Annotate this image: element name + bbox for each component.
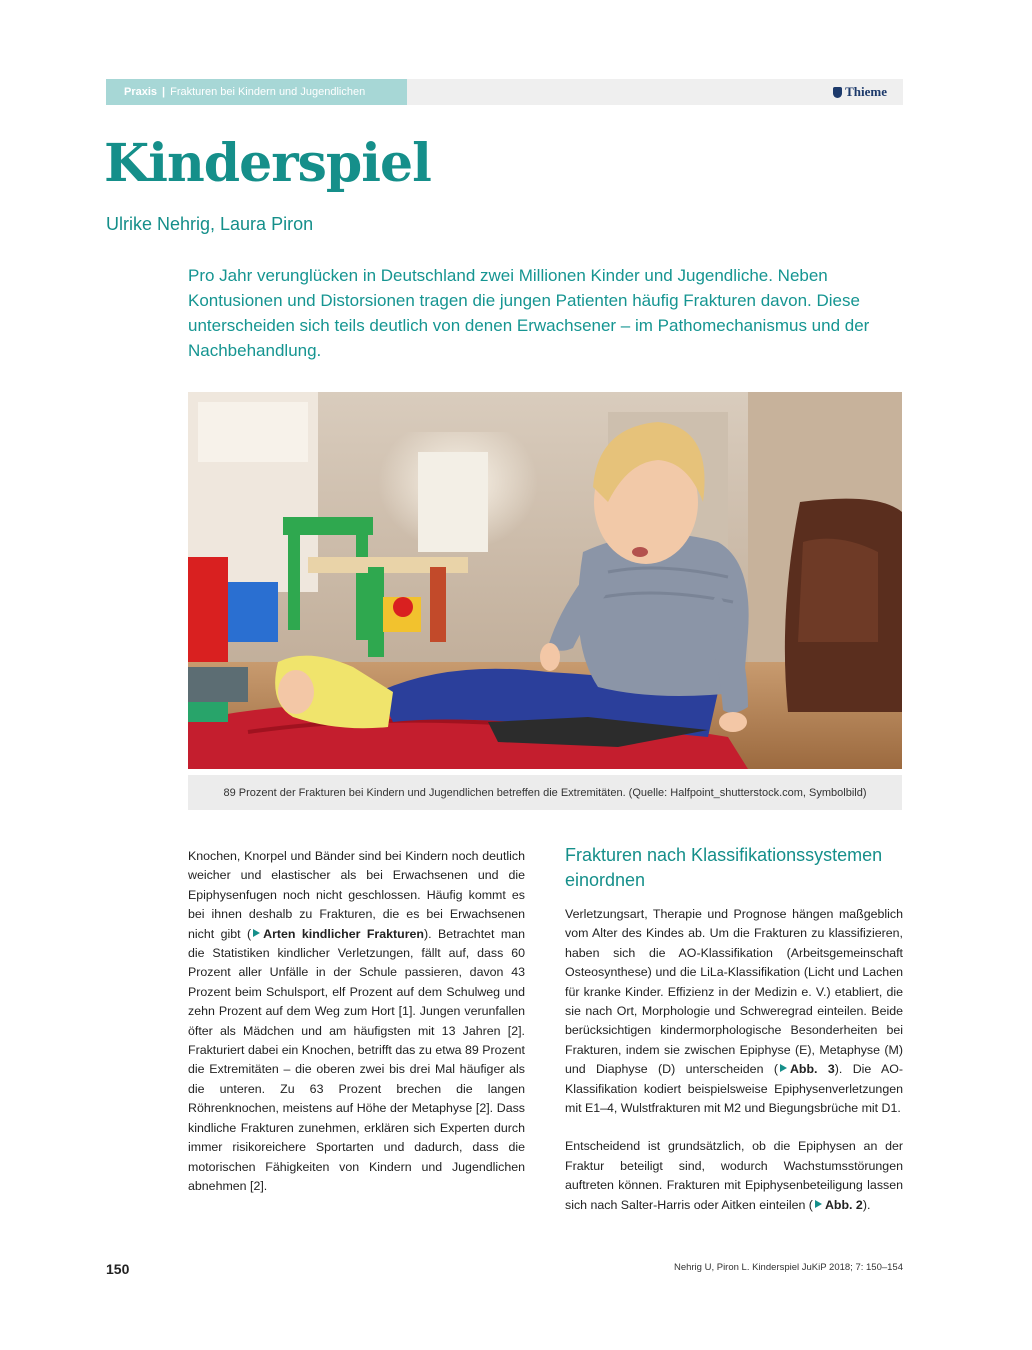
para2-text-start: Entscheidend ist grundsätzlich, ob die Epiphysen an der Fraktur beteiligt sind, wodurch Wachstumsstörungen auftreten können. Frakturen mit Epiphysenbeteiligung lassen sich nach Salter-Harris oder Aitken einteilen ( <box>565 1139 903 1212</box>
thieme-shield-icon <box>833 87 842 98</box>
epiphysis-paragraph <box>565 1137 903 1215</box>
intro-text-start: Knochen, Knorpel und Bänder sind bei Kindern noch deutlich weicher und elastischer als bei Erwachsenen und die Epiphysenfugen noch nicht geschlossen. Häufig kommt es bei ihnen deshalb zu Frakturen, die es bei Erwachsenen nicht gibt ( <box>188 849 525 941</box>
para2-text-end: ). <box>862 1197 871 1212</box>
child-playing-photo-illustration <box>188 392 902 769</box>
header-section: Praxis <box>124 86 158 98</box>
body-column-right <box>565 843 903 1215</box>
body-column-left <box>188 847 525 1196</box>
xref-link-abb-3[interactable]: Abb. 3 <box>789 1062 835 1077</box>
xref-arrow-icon <box>780 1064 787 1072</box>
para1-text-start: Verletzungsart, Therapie und Prognose hängen maßgeblich vom Alter des Kindes ab. Um die Frakturen zu klassifizieren, haben sich die AO-Klassifikation (Arbeitsgemeinschaft Osteosynthese) und die LiLa-Klassifikation (Licht und Lachen für kranke Kinder. Effizienz in der Medizin e. V.) etabliert, die sie nach Ort, Morphologie und Schweregrad einteilen. Beide berücksichtigen kindermorphologische Besonderheiten bei Frakturen, indem sie zwischen Epiphyse (E), Metaphyse (M) und Diaphyse (D) unterscheiden ( <box>565 907 903 1077</box>
xref-link-fracture-types[interactable]: Arten kindlicher Frakturen <box>263 926 424 941</box>
journal-citation: Nehrig U, Piron L. Kinderspiel JuKiP 2018; 7: 150–154 <box>673 1262 903 1273</box>
header-topic: Frakturen bei Kindern und Jugendlichen <box>170 86 366 98</box>
header-separator: | <box>162 86 166 98</box>
para1-text-end: ). Die AO-Klassifikation kodiert beispielsweise Epiphysenverletzungen mit E1–4, Wulstfrakturen mit M2 und Biegungsbrüche mit D1. <box>565 1062 903 1116</box>
intro-text-end: ). Betrachtet man die Statistiken kindlicher Verletzungen, fällt auf, dass 60 Prozent aller Unfälle in der Schule passieren, davon 43 Prozent beim Schulsport, elf Prozent auf dem Schulweg und zehn Prozent auf dem Weg zum Hort [1]. Jungen verunfallen öfter als Mädchen und am häufigsten mit 13 Jahren [2]. Frakturiert dabei ein Knochen, betrifft das zu etwa 89 Prozent die Extremitäten – die oberen zwei bis drei Mal häufiger als die unteren. Zu 63 Prozent brechen die langen Röhrenknochen, meistens auf Höhe der Metaphyse [2]. Dass kindliche Frakturen zunehmen, erklären sich Experten durch immer risikoreichere Sportarten und dadurch, dass die motorischen Fähigkeiten von Kindern und Jugendlichen abnehmen [2]. <box>188 926 525 1193</box>
xref-arrow-icon <box>253 929 260 937</box>
article-authors: Ulrike Nehrig, Laura Piron <box>106 214 314 234</box>
intro-paragraph <box>188 847 525 1196</box>
section-heading: Frakturen nach Klassifikationssystemen einordnen <box>565 845 883 890</box>
classification-paragraph <box>565 905 903 1118</box>
publisher-logo <box>833 79 887 105</box>
article-title: Kinderspiel <box>104 133 431 194</box>
running-header <box>106 79 903 105</box>
publisher-name: Thieme <box>845 84 887 99</box>
article-lead: Pro Jahr verunglücken in Deutschland zwei Millionen Kinder und Jugendliche. Neben Kontusionen und Distorsionen tragen die jungen Patienten häufig Frakturen davon. Diese unterscheiden sich teils deutlich von denen Erwachsener – im Pathomechanismus und der Nachbehandlung. <box>188 266 870 360</box>
figure-caption: 89 Prozent der Frakturen bei Kindern und Jugendlichen betreffen die Extremitäten. (Quelle: Halfpoint_shutterstock.com, Symbolbild) <box>188 775 902 810</box>
article-photo <box>188 392 902 769</box>
xref-arrow-icon <box>815 1200 822 1208</box>
page-number: 150 <box>106 1261 130 1277</box>
xref-link-abb-2[interactable]: Abb. 2 <box>824 1197 863 1212</box>
header-section-label <box>106 79 407 105</box>
